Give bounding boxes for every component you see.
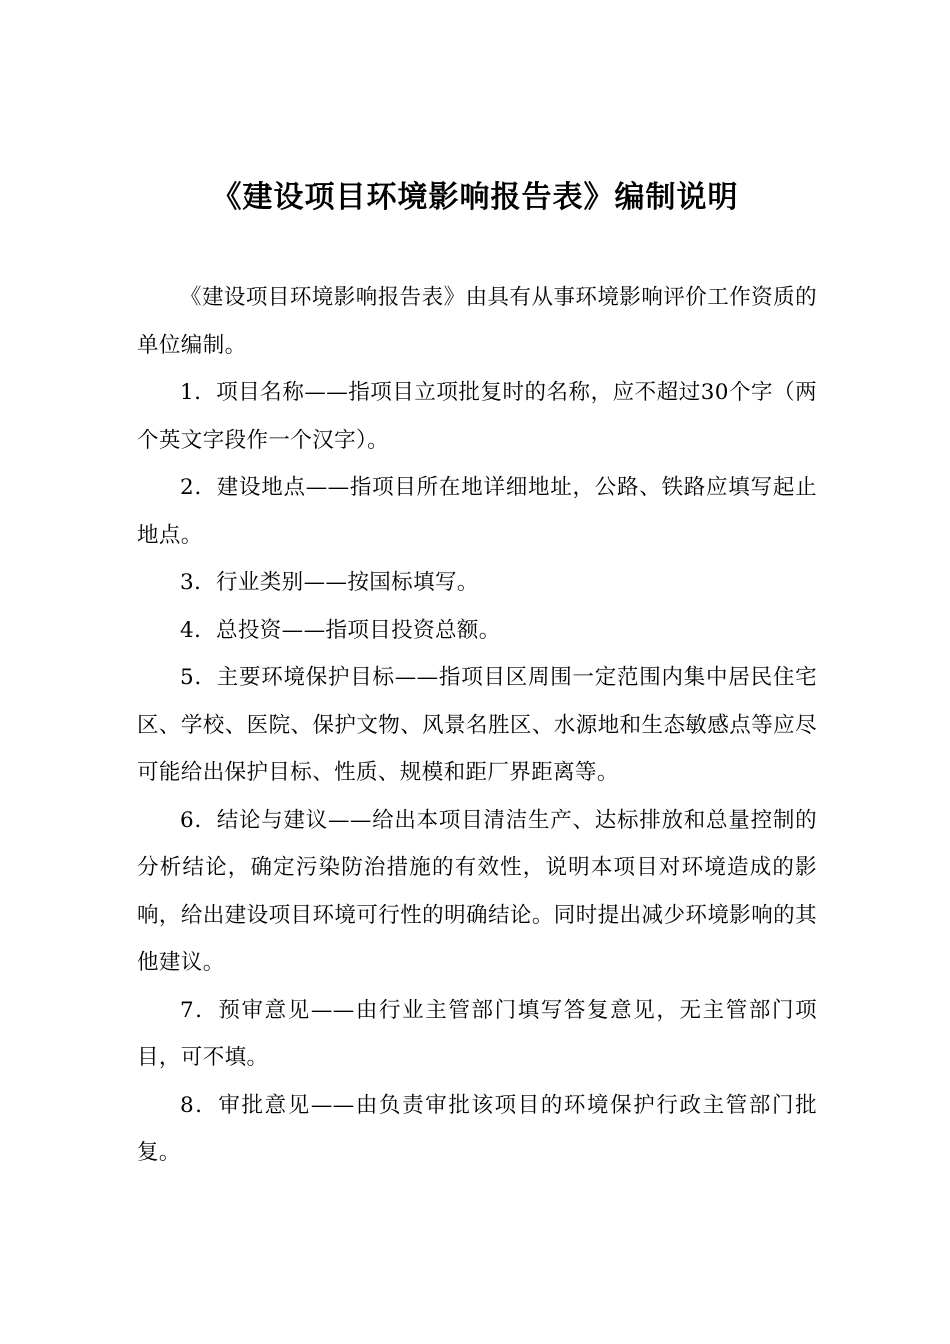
item-6-conclusions: 6．结论与建议——给出本项目清洁生产、达标排放和总量控制的分析结论，确定污染防治措施的有效性，说明本项目对环境造成的影响，给出建设项目环境可行性的明确结论。同时提出减少环境影响的其他建议。 xyxy=(137,807,817,975)
item-7-preliminary-review: 7．预审意见——由行业主管部门填写答复意见，无主管部门项目，可不填。 xyxy=(137,997,817,1070)
item-1-project-name: 1．项目名称——指项目立项批复时的名称，应不超过30个字（两个英文字段作一个汉字）。 xyxy=(137,380,817,453)
item-3-industry-category: 3．行业类别——按国标填写。 xyxy=(180,570,479,595)
item-5-protection-targets: 5．主要环境保护目标——指项目区周围一定范围内集中居民住宅区、学校、医院、保护文物、风景名胜区、水源地和生态敏感点等应尽可能给出保护目标、性质、规模和距厂界距离等。 xyxy=(137,665,817,785)
item-2-construction-site: 2．建设地点——指项目所在地详细地址，公路、铁路应填写起止地点。 xyxy=(137,475,817,548)
item-4-total-investment: 4．总投资——指项目投资总额。 xyxy=(180,617,501,643)
intro-paragraph: 《建设项目环境影响报告表》由具有从事环境影响评价工作资质的单位编制。 xyxy=(137,285,817,358)
document-title: 《建设项目环境影响报告表》编制说明 xyxy=(211,180,739,215)
document-body xyxy=(137,274,817,1177)
item-8-approval-opinion: 8．审批意见——由负责审批该项目的环境保护行政主管部门批复。 xyxy=(137,1092,817,1165)
